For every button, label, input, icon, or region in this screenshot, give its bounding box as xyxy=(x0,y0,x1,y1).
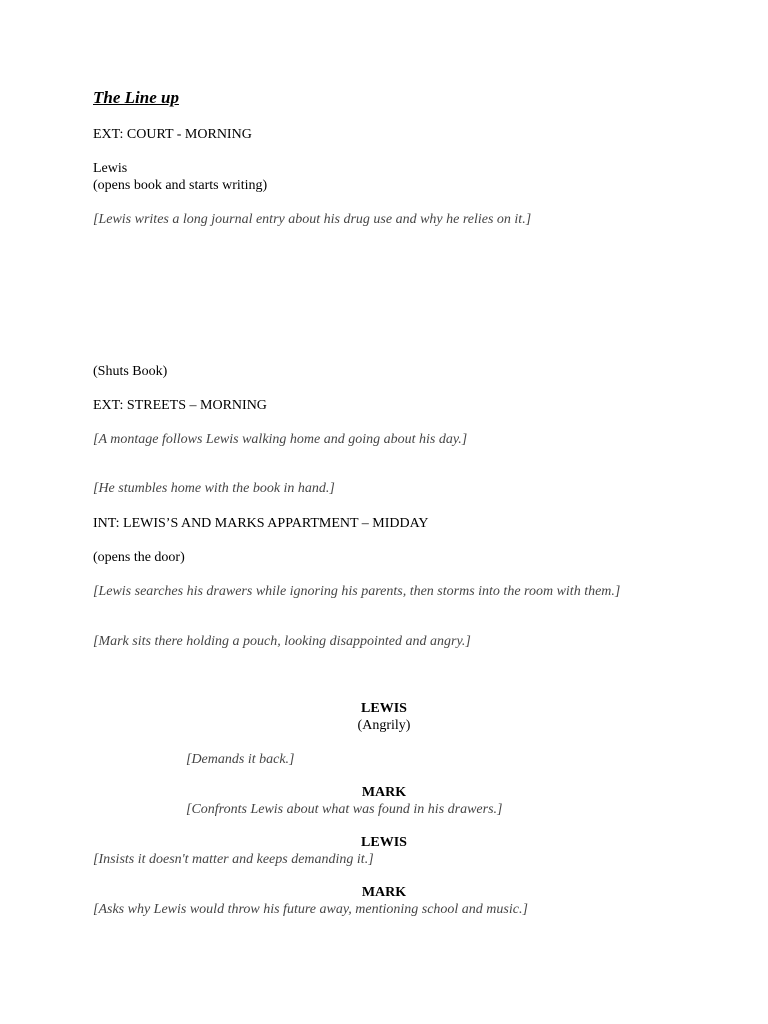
cue-lewis-1: LEWIS xyxy=(361,701,407,716)
journal-summary: [Lewis writes a long journal entry about his drug use and why he relies on it.] xyxy=(93,212,532,227)
dialogue-mark-1: [Confronts Lewis about what was found in his drawers.] xyxy=(186,802,503,817)
paren-angrily: (Angrily) xyxy=(357,718,411,733)
character-lewis: Lewis xyxy=(93,161,128,176)
search-summary: [Lewis searches his drawers while ignoring his parents, then storms into the room with them.] xyxy=(93,584,621,599)
scene-heading-apartment: INT: LEWIS’S AND MARKS APPARTMENT – MIDDAY xyxy=(93,516,429,531)
direction-shuts-book: (Shuts Book) xyxy=(93,364,168,379)
direction-opens-book: (opens book and starts writing) xyxy=(93,178,268,193)
cue-mark-2: MARK xyxy=(361,885,407,900)
mark-summary: [Mark sits there holding a pouch, looking disappointed and angry.] xyxy=(93,634,471,649)
dialogue-lewis-1: [Demands it back.] xyxy=(186,752,295,767)
dialogue-mark-2: [Asks why Lewis would throw his future away, mentioning school and music.] xyxy=(93,902,528,917)
walking-home-summary: [He stumbles home with the book in hand.] xyxy=(93,481,335,496)
scene-heading-court: EXT: COURT - MORNING xyxy=(93,127,252,142)
direction-opens-door: (opens the door) xyxy=(93,550,185,565)
dialogue-lewis-2: [Insists it doesn't matter and keeps demanding it.] xyxy=(93,852,374,867)
cue-lewis-2: LEWIS xyxy=(361,835,407,850)
script-title: The Line up xyxy=(93,88,179,107)
cue-mark-1: MARK xyxy=(361,785,407,800)
scene-heading-streets: EXT: STREETS – MORNING xyxy=(93,398,267,413)
montage-summary: [A montage follows Lewis walking home and going about his day.] xyxy=(93,432,468,447)
